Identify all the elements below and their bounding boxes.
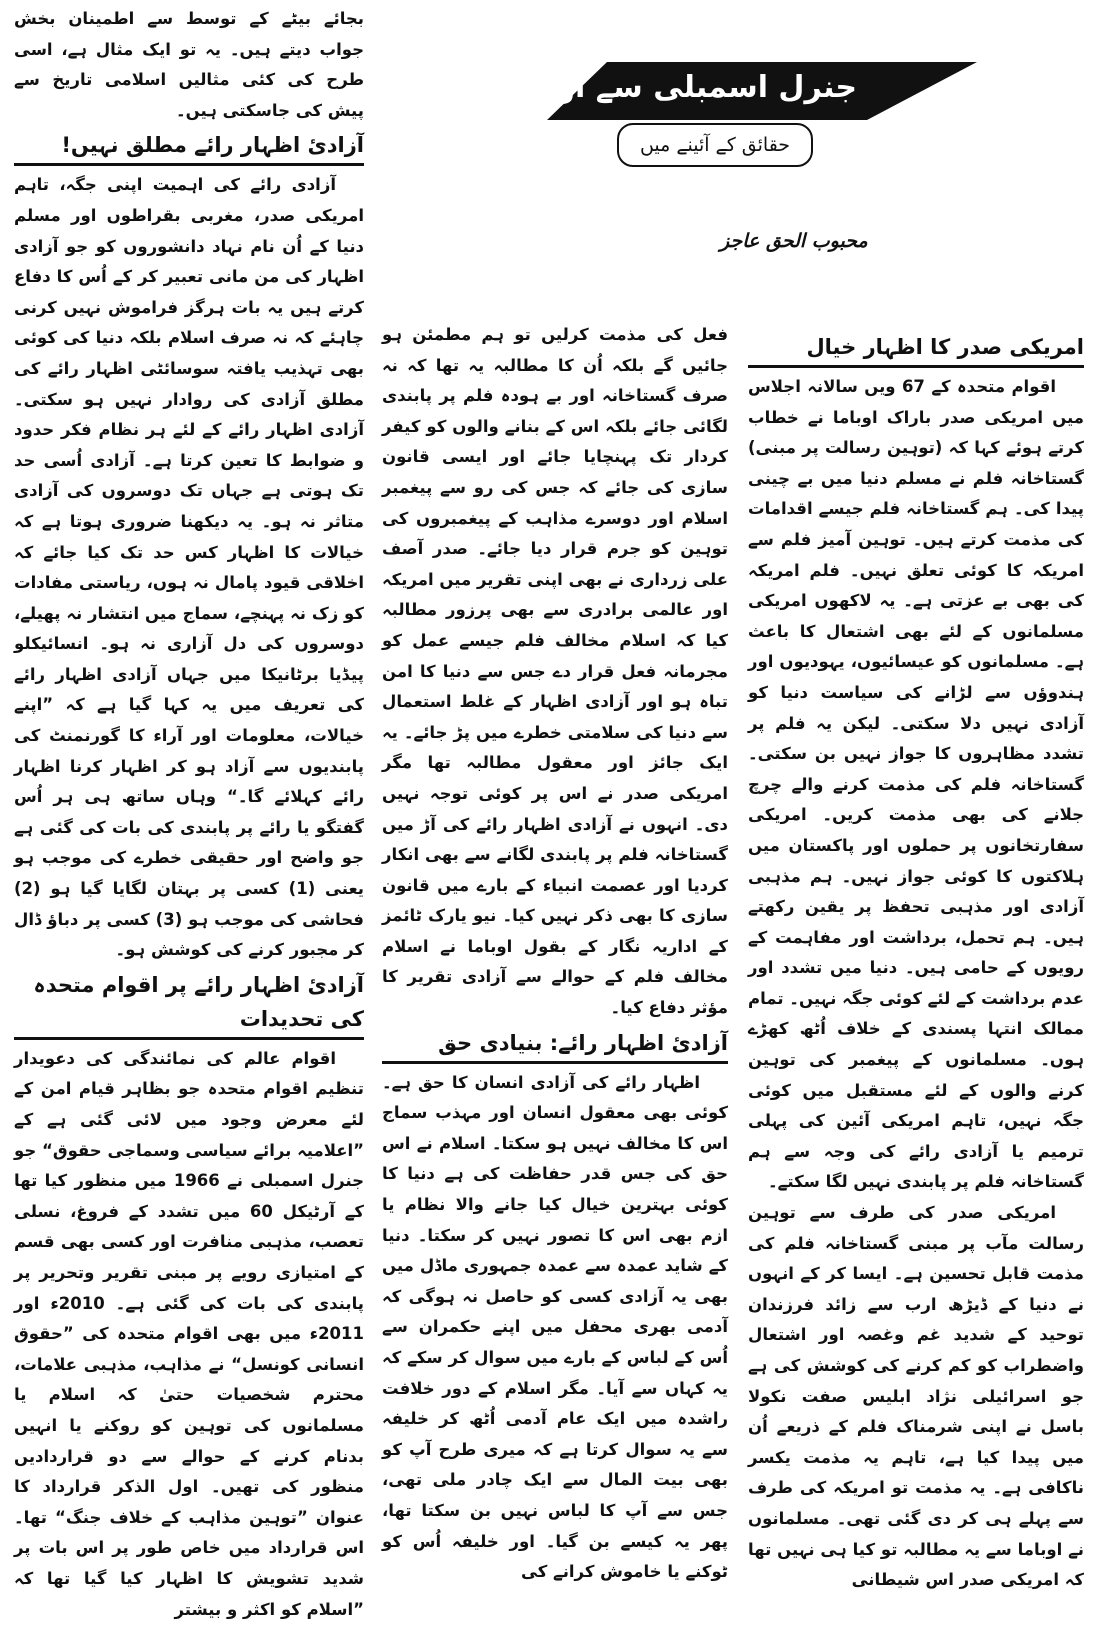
author-byline: محبوب الحق عاجز <box>720 230 868 252</box>
section-heading-freedom-not-absolute: آزادیٔ اظہار رائے مطلق نہیں! <box>14 128 364 166</box>
article-subtitle <box>617 123 813 167</box>
column-middle <box>382 320 728 1588</box>
paragraph-condemnation: امریکی صدر کی طرف سے توہین رسالت مآب پر مبنی گستاخانہ فلم کی مذمت قابل تحسین ہے۔ ایسا کر کے انہوں نے دنیا کے ڈیڑھ ارب سے زائد فرزندان توحید کے شدید غم وغصہ اور اشتعال واضطراب کو کم کرنے کی کوشش کی ہے جو اسرائیلی نژاد ابلیس صفت نکولا باسل نے اپنی شرمناک فلم کے ذریعے اُن میں پیدا کیا ہے، تاہم یہ مذمت یکسر ناکافی ہے۔ یہ مذمت تو امریکہ کی طرف سے پہلے ہی کر دی گئی تھی۔ مسلمانوں نے اوباما سے یہ مطالبہ تو کیا ہی نہیں تھا کہ امریکی صدر اس شیطانی <box>748 1203 1084 1590</box>
title-banner <box>362 62 977 120</box>
subtitle-text: حقائق کے آئینے میں <box>639 134 791 156</box>
article-title: جنرل اسمبلی سے اوباما کا خطاب <box>362 70 857 105</box>
paragraph-freedom-not-absolute: آزادی رائے کی اہمیت اپنی جگہ، تاہم امریکی صدر، مغربی بقراطوں اور مسلم دنیا کے اُن نام نہاد دانشوروں کو جو آزادی اظہار کی من مانی تعبیر کر کے اُس کا دفاع کرتے ہیں یہ بات ہرگز فراموش نہیں کرنی چاہئے کہ نہ صرف اسلام بلکہ دنیا کی کوئی بھی تہذیب یافتہ سوسائٹی اظہار رائے کی مطلق آزادی کی روادار نہیں ہو سکتی۔ آزادی اظہار رائے کے لئے ہر نظام فکر حدود و ضوابط کا تعین کرتا ہے۔ آزادی اُسی حد تک ہوتی ہے جہاں تک دوسروں کی آزادی متاثر نہ ہو۔ یہ دیکھنا ضروری ہوتا ہے کہ خیالات کا اظہار کس حد تک کیا جائے کہ اخلاقی قیود پامال نہ ہوں، ریاستی مفادات کو زک نہ پہنچے، سماج میں انتشار نہ پھیلے، دوسروں کی دل آزاری نہ ہو۔ انسائیکلو پیڈیا برٹانیکا میں جہاں آزادی اظہار رائے کی تعریف میں یہ کہا گیا ہے کہ ”اپنے خیالات، معلومات اور آراء کا گورنمنٹ کی پابندیوں سے آزاد ہو کر اظہار کرنا اظہار رائے کہلائے گا۔“ وہاں ساتھ ہی ہر اُس گفتگو یا رائے پر پابندی کی بات کی گئی ہے جو واضح اور حقیقی خطرے کی موجب ہو یعنی (1) کسی پر بہتان لگایا گیا ہو (2) فحاشی کی موجب ہو (3) کسی پر دباؤ ڈال کر مجبور کرنے کی کوشش ہو۔ <box>14 175 364 960</box>
paragraph-un-restrictions: اقوام عالم کی نمائندگی کی دعویدار تنظیم اقوام متحدہ جو بظاہر قیام امن کے لئے معرض وجود میں لائی گئی ہے کے ”اعلامیہ برائے سیاسی وسماجی حقوق“ جو جنرل اسمبلی نے 1966 میں منظور کیا تھا کے آرٹیکل 60 میں تشدد کے فروغ، نسلی تعصب، مذہبی منافرت اور کسی بھی قسم کے امتیازی رویے پر مبنی تقریر وتحریر پر پابندی کی بات کی گئی ہے۔ 2010ء اور 2011ء میں بھی اقوام متحدہ کی ”حقوق انسانی کونسل“ نے مذاہب، مذہبی علامات، محترم شخصیات حتیٰ کہ اسلام یا مسلمانوں کی توہین کو روکنے یا انہیں بدنام کرنے کے حوالے سے دو قراردادیں منظور کی تھیں۔ اول الذکر قرارداد کا عنوان ”توہین مذاہب کے خلاف جنگ“ تھا۔ اس قرارداد میں خاص طور پر اس بات پر شدید تشویش کا اظہار کیا گیا تھا کہ ”اسلام کو اکثر و بیشتر <box>14 1048 364 1619</box>
paragraph-fundamental-right: اظہار رائے کی آزادی انسان کا حق ہے۔ کوئی بھی معقول انسان اور مہذب سماج اس کا مخالف نہیں ہو سکتا۔ اسلام نے اس حق کی جس قدر حفاظت کی ہے دنیا کا کوئی بہترین خیال کیا جانے والا نظام یا ازم بھی اس کا تصور نہیں کر سکتا۔ دنیا کے شاید عمدہ سے عمدہ جمہوری ماڈل میں بھی یہ آزادی کسی کو حاصل نہ ہوگی کہ آدمی بھری محفل میں اپنے حکمران سے اُس کے لباس کے بارے میں سوال کر سکے کہ یہ کہاں سے آیا۔ مگر اسلام کے دور خلافت راشدہ میں ایک عام آدمی اُٹھ کر خلیفہ سے یہ سوال کرتا ہے کہ میری طرح آپ کو بھی بیت المال سے ایک چادر ملی تھی، جس سے آپ کا لباس نہیں بن سکتا تھا، پھر یہ کیسے بن گیا۔ اور خلیفہ اُس کو ٹوکنے یا خاموش کرانے کی <box>382 1072 728 1582</box>
column-right <box>748 328 1084 1596</box>
section-heading-fundamental-right: آزادیٔ اظہار رائے: بنیادی حق <box>382 1026 728 1064</box>
paragraph-demands: فعل کی مذمت کرلیں تو ہم مطمئن ہو جائیں گے بلکہ اُن کا مطالبہ یہ تھا کہ نہ صرف گستاخانہ اور بے ہودہ فلم پر پابندی لگائی جائے بلکہ اس کے بنانے والوں کو کیفر کردار تک پہنچایا جائے اور ایسی قانون سازی کی جائے کہ جس کی رو سے پیغمبر اسلام اور دوسرے مذاہب کے پیغمبروں کی توہین کو جرم قرار دیا جائے۔ صدر آصف علی زرداری نے بھی اپنی تقریر میں امریکہ اور عالمی برادری سے بھی پرزور مطالبہ کیا کہ اسلام مخالف فلم جیسے عمل کو مجرمانہ فعل قرار دے جس سے دنیا کا امن تباہ ہو اور آزادی اظہار کے غلط استعمال سے دنیا کی سلامتی خطرے میں پڑ جائے۔ یہ ایک جائز اور معقول مطالبہ تھا مگر امریکی صدر نے اس پر کوئی توجہ نہیں دی۔ انہوں نے آزادی اظہار رائے کی آڑ میں گستاخانہ فلم پر پابندی لگانے سے بھی انکار کردیا اور عصمت انبیاء کے بارے میں قانون سازی کا بھی ذکر نہیں کیا۔ نیو یارک ٹائمز کے اداریہ نگار کے بقول اوباما نے اسلام مخالف فلم کے حوالے سے آزادی تقریر کا مؤثر دفاع کیا۔ <box>382 325 728 1018</box>
section-heading-president-views: امریکی صدر کا اظہار خیال <box>748 330 1084 368</box>
column-left <box>14 4 364 1625</box>
paragraph-intro: بجائے بیٹے کے توسط سے اطمینان بخش جواب دیتے ہیں۔ یہ تو ایک مثال ہے، اسی طرح کی کئی مثالیں اسلامی تاریخ سے پیش کی جاسکتی ہیں۔ <box>14 9 364 120</box>
paragraph-president-views: اقوام متحدہ کے 67 ویں سالانہ اجلاس میں امریکی صدر باراک اوباما نے خطاب کرتے ہوئے کہا کہ (توہین رسالت پر مبنی) گستاخانہ فلم نے مسلم دنیا میں بے چینی پیدا کی۔ ہم گستاخانہ فلم جیسے اقدامات کی مذمت کرتے ہیں۔ توہین آمیز فلم سے امریکہ کا کوئی تعلق نہیں۔ فلم امریکہ کی بھی بے عزتی ہے۔ یہ لاکھوں امریکی مسلمانوں کے لئے بھی اشتعال کا باعث ہے۔ مسلمانوں کو عیسائیوں، یہودیوں اور ہندوؤں سے لڑانے کی سیاست دنیا کو آزادی نہیں دلا سکتی۔ لیکن یہ فلم پر تشدد مظاہروں کا جواز نہیں بن سکتی۔ گستاخانہ فلم کی مذمت کرنے والے چرچ جلانے کی بھی مذمت کریں۔ امریکی سفارتخانوں پر حملوں اور پاکستان میں ہلاکتوں کا کوئی جواز نہیں۔ ہم مذہبی آزادی اور مذہبی تحفظ پر یقین رکھتے ہیں۔ ہم تحمل، برداشت اور مفاہمت کے رویوں کے حامی ہیں۔ دنیا میں تشدد اور عدم برداشت کے لئے کوئی جگہ نہیں۔ تمام ممالک انتہا پسندی کے خلاف اُٹھ کھڑے ہوں۔ مسلمانوں کے پیغمبر کی توہین کرنے والوں کے لئے مستقبل میں کوئی جگہ نہیں، تاہم امریکی آئین کی پہلی ترمیم یا آزادی رائے کی وجہ سے ہم گستاخانہ فلم پر پابندی نہیں لگا سکتے۔ <box>748 377 1084 1192</box>
section-heading-un-restrictions: آزادیٔ اظہار رائے پر اقوام متحدہ کی تحدیدات <box>14 968 364 1040</box>
